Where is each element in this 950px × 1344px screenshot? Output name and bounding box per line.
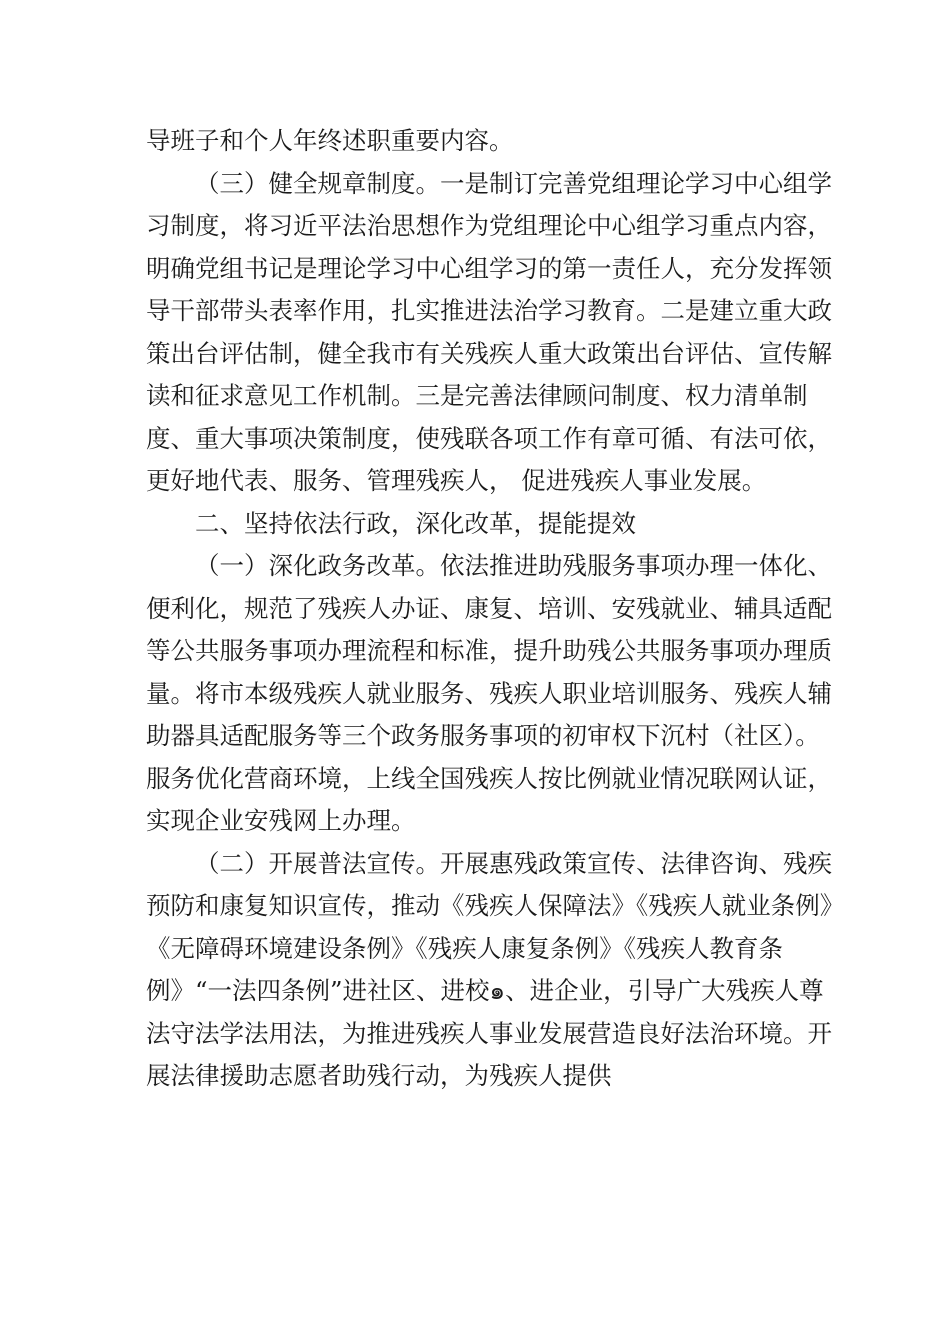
paragraph-legal-publicity: （二）开展普法宣传。开展惠残政策宣传、法律咨询、残疾预防和康复知识宣传，推动《残疾人保障法》《残疾人就业条例》《无障碍环境建设条例》《残疾人康复条例》《残疾人教育条例》“一法四条例”进社区、进校๑、进企业，引导广大残疾人尊法守法学法用法，为推进残疾人事业发展营造良好法治环境。开展法律援助志愿者助残行动，为残疾人提供 bbox=[146, 848, 832, 1090]
paragraph-continuation: 导班子和个人年终述职重要内容。 bbox=[146, 126, 514, 155]
document-body bbox=[146, 120, 836, 1098]
paragraph-government-reform: （一）深化政务改革。依法推进助残服务事项办理一体化、便利化，规范了残疾人办证、康复、培训、安残就业、辅具适配等公共服务事项办理流程和标准，提升助残公共服务事项办理质量。将市本级残疾人就业服务、残疾人职业培训服务、残疾人辅助器具适配服务等三个政务服务事项的初审权下沉村（社区）。服务优化营商环境，上线全国残疾人按比例就业情况联网认证，实现企业安残网上办理。 bbox=[146, 551, 832, 835]
section-heading-2: 二、坚持依法行政，深化改革，提能提效 bbox=[195, 508, 636, 538]
paragraph-rules-system: （三）健全规章制度。一是制订完善党组理论学习中心组学习制度，将习近平法治思想作为党组理论中心组学习重点内容，明确党组书记是理论学习中心组学习的第一责任人，充分发挥领导干部带头表率作用，扎实推进法治学习教育。二是建立重大政策出台评估制，健全我市有关残疾人重大政策出台评估、宣传解读和征求意见工作机制。三是完善法律顾问制度、权力清单制度、重大事项决策制度，使残联各项工作有章可循、有法可依，更好地代表、服务、管理残疾人， 促进残疾人事业发展。 bbox=[146, 168, 832, 495]
